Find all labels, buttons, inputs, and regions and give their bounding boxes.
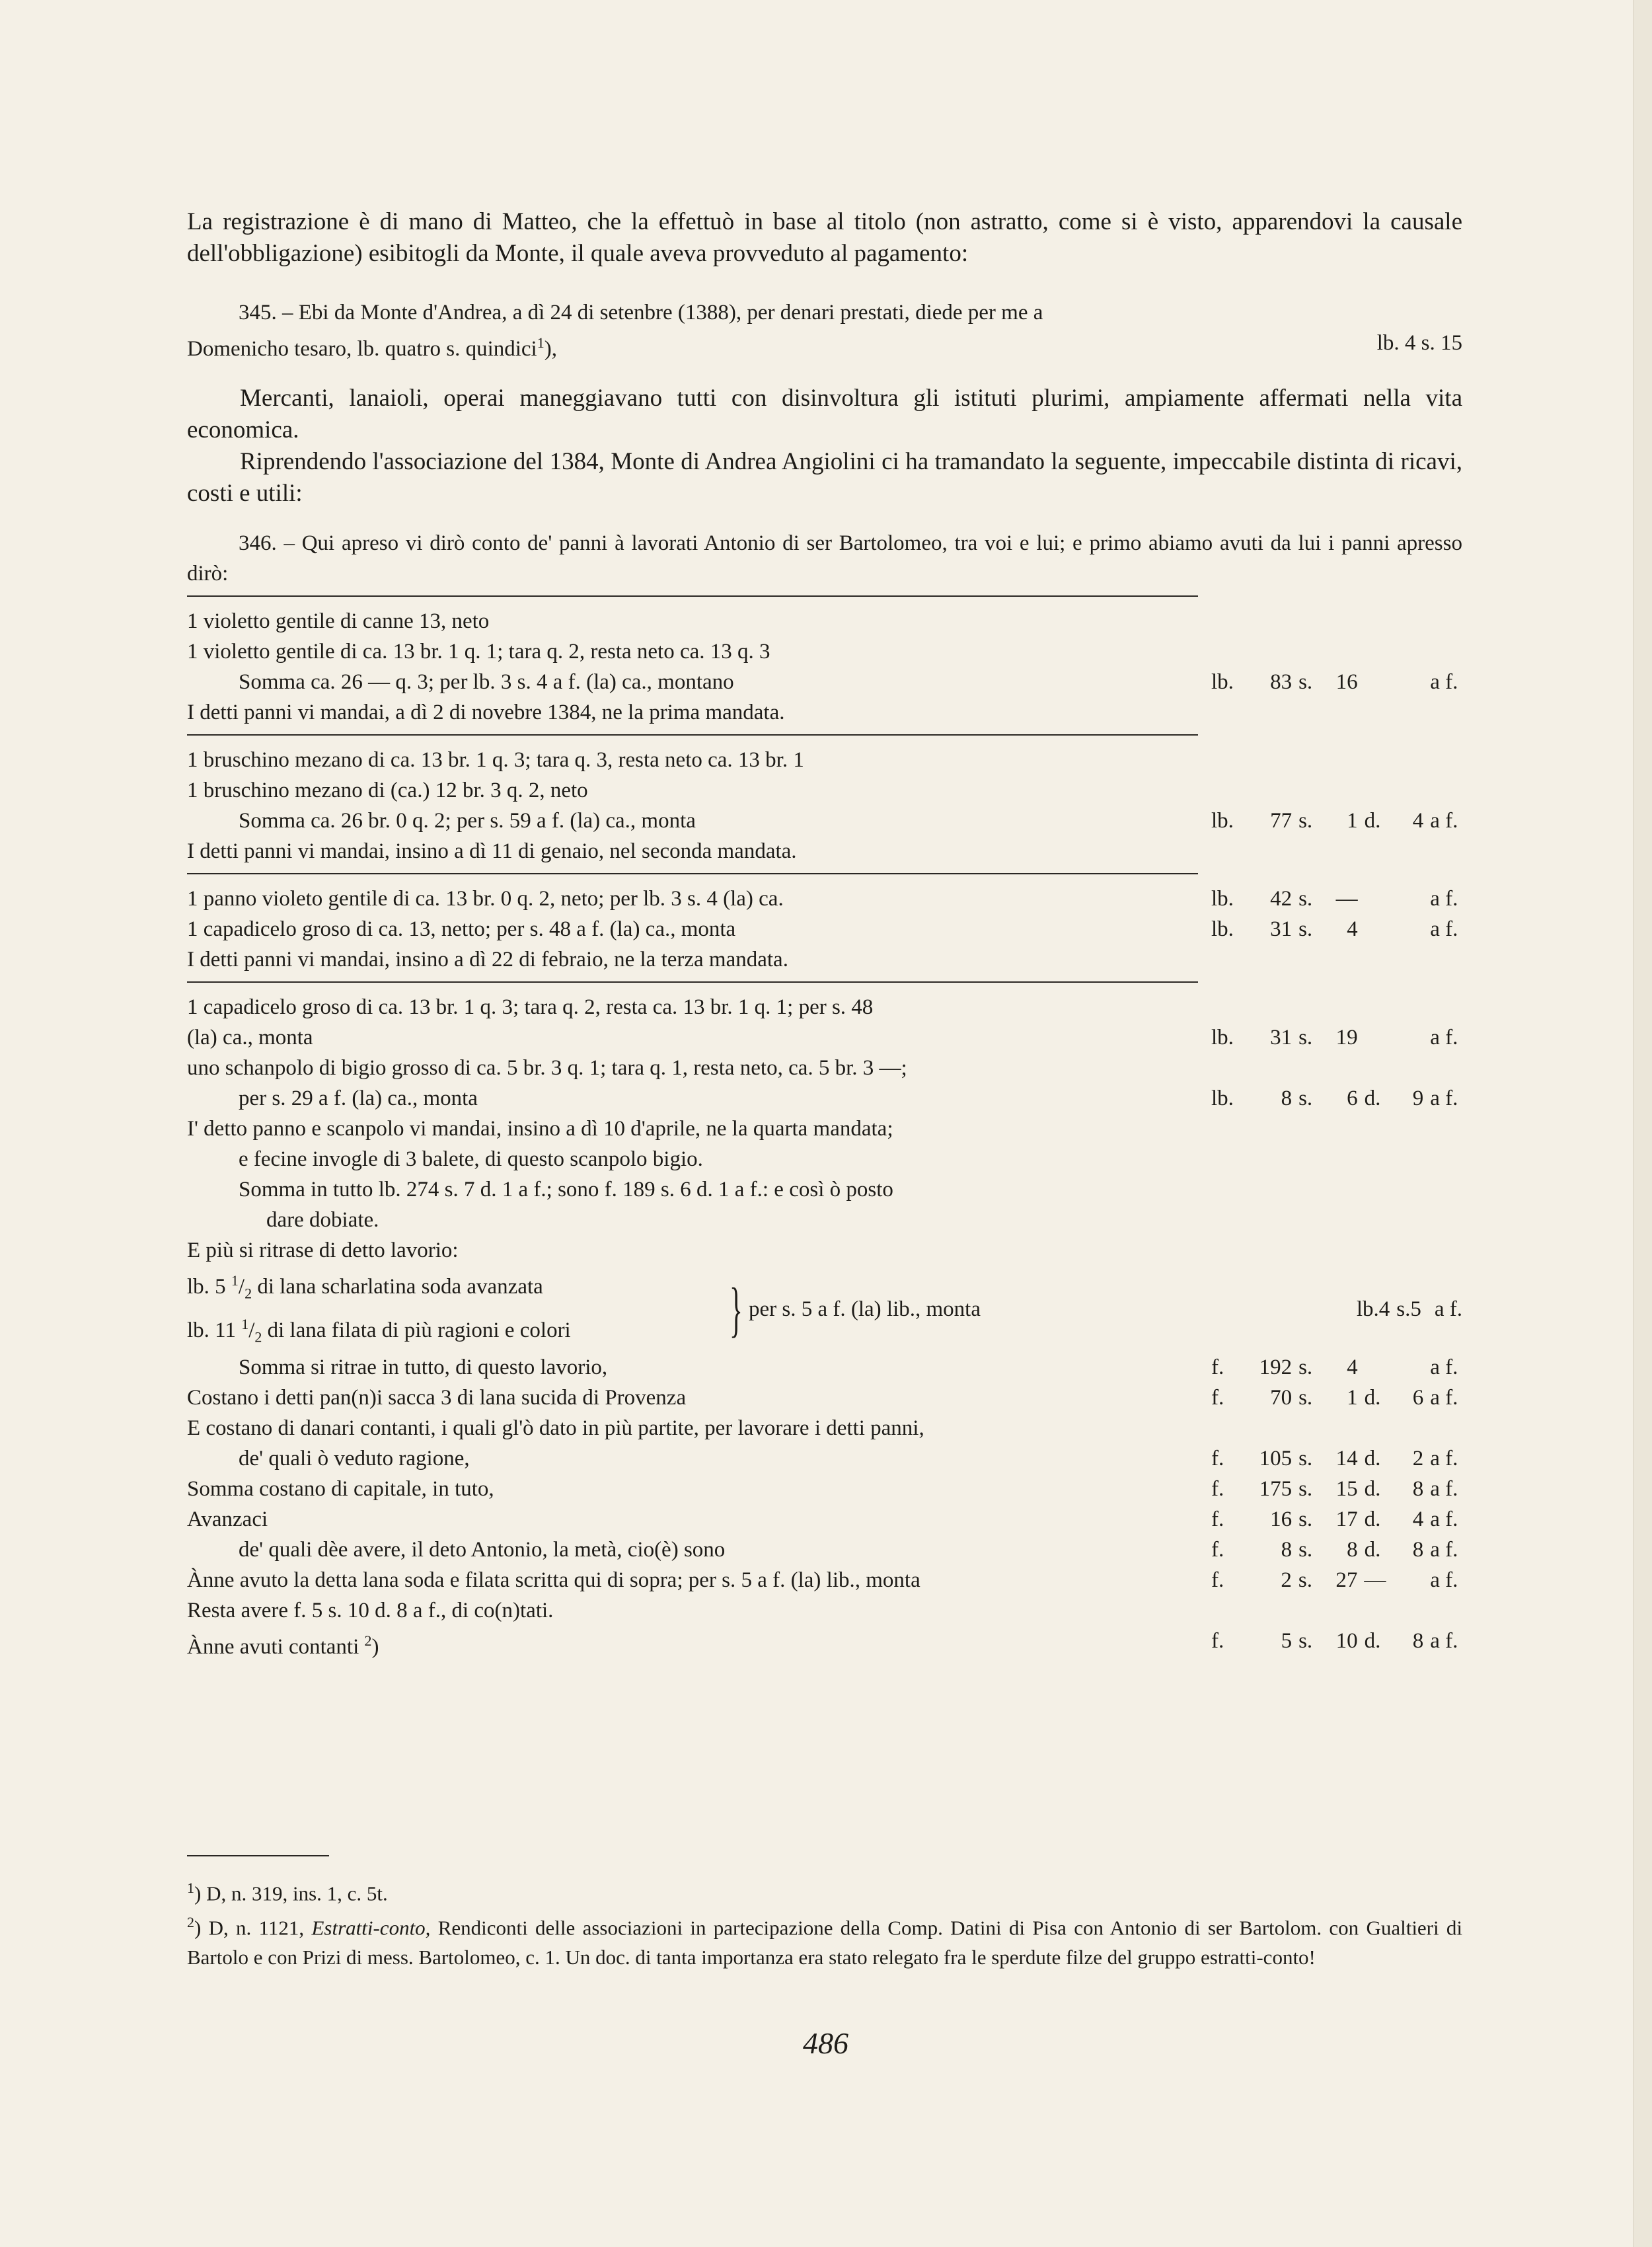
footnote-1: $^1$) D, n. 319, ins. 1, c. 5t. xyxy=(187,1880,388,1905)
amount: f. 192 s. 4 a f. xyxy=(1211,1355,1458,1380)
ledger-row: e fecine invogle di 3 balete, di questo scanpolo bigio. xyxy=(239,1147,703,1171)
ledger-row: Avanzaci f. 16 s. 17 d. 4 a f. xyxy=(187,1504,1462,1535)
amount: f. 175 s. 15 d. 8 a f. xyxy=(1211,1477,1458,1502)
ledger-row: 1 panno violeto gentile di ca. 13 br. 0 q. 2, neto; per lb. 3 s. 4 (la) ca. lb. 42 s. — a f. xyxy=(187,884,1462,914)
amount: lb. 42 s. — a f. xyxy=(1211,887,1458,911)
ledger-row: 1 violetto gentile di canne 13, neto xyxy=(187,609,490,633)
doc-345-tail: ), xyxy=(544,337,557,361)
amount: lb.4 s.5 a f. xyxy=(1356,1297,1462,1321)
doc-345 xyxy=(187,297,1462,364)
ledger-row: Somma ca. 26 br. 0 q. 2; per s. 59 a f. (la) ca., monta lb. 77 s. 1 d. 4 a f. xyxy=(187,806,1462,836)
ledger-row: Somma ca. 26 — q. 3; per lb. 3 s. 4 a f. (la) ca., montano lb. 83 s. 16 a f. xyxy=(187,667,1462,697)
footnote-ref-2: 2 xyxy=(364,1632,372,1650)
main-text xyxy=(187,206,1462,1662)
wool-line-2: lb. 11 $^1/_2$ di lana filata di più ragioni e colori xyxy=(187,1315,571,1346)
wool-line-1: lb. 5 $^1/_2$ di lana scharlatina soda avanzata xyxy=(187,1272,543,1302)
footnotes xyxy=(187,1855,1462,1972)
ledger-row: E più si ritrase di detto lavorio: xyxy=(187,1238,459,1262)
ledger-row: uno schanpolo di bigio grosso di ca. 5 br. 3 q. 1; tara q. 1, resta neto, ca. 5 br. 3 —; xyxy=(187,1056,907,1080)
ledger-row: E costano di danari contanti, i quali gl'ò dato in più partite, per lavorare i detti panni, xyxy=(187,1416,924,1441)
ledger-row: I detti panni vi mandai, insino a dì 22 di febraio, ne la terza mandata. xyxy=(187,948,788,971)
ledger-row: 1 bruschino mezano di ca. 13 br. 1 q. 3; tara q. 3, resta neto ca. 13 br. 1 xyxy=(187,748,804,772)
amount: lb. 83 s. 16 a f. xyxy=(1211,670,1458,694)
divider-1 xyxy=(187,595,1198,597)
divider-3 xyxy=(187,873,1198,874)
doc-346-heading: 346. – Qui apreso vi dirò conto de' panni à lavorati Antonio di ser Bartolomeo, tra voi e lui; e primo abiamo avuti da lui i panni apresso dirò: xyxy=(187,531,1462,586)
amount: lb. 8 s. 6 d. 9 a f. xyxy=(1211,1086,1458,1110)
doc-345-amount: lb. 4 s. 15 xyxy=(1376,331,1462,355)
ledger-row: de' quali ò veduto ragione, f. 105 s. 14 d. 2 a f. xyxy=(187,1443,1462,1474)
page-edge xyxy=(1633,0,1652,2247)
ledger-row: Resta avere f. 5 s. 10 d. 8 a f., di co(n)tati. xyxy=(187,1599,554,1623)
ledger-row: I detti panni vi mandai, insino a dì 11 di genaio, nel seconda mandata. xyxy=(187,839,797,863)
ledger-row: Costano i detti pan(n)i sacca 3 di lana sucida di Provenza f. 70 s. 1 d. 6 a f. xyxy=(187,1383,1462,1413)
amount: f. 8 s. 8 d. 8 a f. xyxy=(1211,1538,1458,1562)
page-number: 486 xyxy=(803,2026,848,2060)
paragraph-merchants: Mercanti, lanaioli, operai maneggiavano tutti con disinvoltura gli istituti plurimi, ampiamente affermati nella vita economica. xyxy=(187,385,1462,443)
divider-2 xyxy=(187,734,1198,736)
ledger-row: I' detto panno e scanpolo vi mandai, insino a dì 10 d'aprile, ne la quarta mandata; xyxy=(187,1117,893,1141)
ledger-row: 1 capadicelo groso di ca. 13 br. 1 q. 3; tara q. 2, resta ca. 13 br. 1 q. 1; per s. 48 xyxy=(187,995,874,1019)
ledger-row: Ànne avuti contanti $^2$) f. 5 s. 10 d. 8 a f. xyxy=(187,1626,1462,1662)
amount: lb. 31 s. 4 a f. xyxy=(1211,917,1458,941)
amount: f. 70 s. 1 d. 6 a f. xyxy=(1211,1386,1458,1410)
ledger-row: dare dobiate. xyxy=(266,1208,379,1232)
divider-4 xyxy=(187,981,1198,983)
ledger-row: I detti panni vi mandai, a dì 2 di novebre 1384, ne la prima mandata. xyxy=(187,701,785,724)
doc-345-line2 xyxy=(187,328,1462,364)
brace-rate: per s. 5 a f. (la) lib., monta xyxy=(749,1297,981,1321)
ledger-row: Somma si ritrae in tutto, di questo lavorio, f. 192 s. 4 a f. xyxy=(187,1352,1462,1383)
ledger-row: Ànne avuto la detta lana soda e filata scritta qui di sopra; per s. 5 a f. (la) lib., monta f. 2 s. 27 — a f. xyxy=(187,1565,1462,1595)
brace-block xyxy=(187,1266,1462,1352)
intro-paragraph: La registrazione è di mano di Matteo, che la effettuò in base al titolo (non astratto, come si è visto, apparendovi la causale dell'obbligazione) esibitogli da Monte, il quale aveva provveduto al pagamento: xyxy=(187,208,1462,267)
ledger-row: de' quali dèe avere, il deto Antonio, la metà, cio(è) sono f. 8 s. 8 d. 8 a f. xyxy=(187,1535,1462,1565)
ledger-row: per s. 29 a f. (la) ca., monta lb. 8 s. 6 d. 9 a f. xyxy=(187,1083,1462,1114)
amount: f. 2 s. 27 — a f. xyxy=(1211,1568,1458,1593)
doc-345-text: Domenicho tesaro, lb. quatro s. quindici xyxy=(187,337,537,361)
ledger-row: Somma costano di capitale, in tuto, f. 175 s. 15 d. 8 a f. xyxy=(187,1474,1462,1504)
doc-345-line1: 345. – Ebi da Monte d'Andrea, a dì 24 di setenbre (1388), per denari prestati, diede per me a xyxy=(239,301,1043,324)
curly-brace: } xyxy=(730,1275,743,1343)
ledger-row: 1 bruschino mezano di (ca.) 12 br. 3 q. 2, neto xyxy=(187,779,588,802)
ledger-row: Somma in tutto lb. 274 s. 7 d. 1 a f.; sono f. 189 s. 6 d. 1 a f.: e così ò posto xyxy=(239,1178,893,1201)
ledger-row: 1 capadicelo groso di ca. 13, netto; per s. 48 a f. (la) ca., monta lb. 31 s. 4 a f. xyxy=(187,914,1462,944)
amount: lb. 31 s. 19 a f. xyxy=(1211,1026,1458,1049)
amount: lb. 77 s. 1 d. 4 a f. xyxy=(1211,809,1458,833)
amount: f. 105 s. 14 d. 2 a f. xyxy=(1211,1447,1458,1471)
paragraph-association: Riprendendo l'associazione del 1384, Monte di Andrea Angiolini ci ha tramandato la seguente, impeccabile distinta di ricavi, costi e utili: xyxy=(187,448,1462,507)
ledger-row: (la) ca., monta lb. 31 s. 19 a f. xyxy=(187,1022,1462,1053)
amount: f. 16 s. 17 d. 4 a f. xyxy=(1211,1507,1458,1532)
ledger-row: 1 violetto gentile di ca. 13 br. 1 q. 1; tara q. 2, resta neto ca. 13 q. 3 xyxy=(187,640,770,664)
footnote-ref-1: 1 xyxy=(537,334,544,351)
amount: f. 5 s. 10 d. 8 a f. xyxy=(1211,1629,1458,1654)
footnote-2: $^2$) D, n. 1121, Estratti-conto, Rendiconti delle associazioni in partecipazione della Comp. Datini di Pisa con Antonio di ser Bartolom. con Gualtieri di Bartolo e con Prizi di mess. Bartolomeo, c. 1. Un doc. di tanta importanza era stato relegato fra le sperdute filze del gruppo estratti-conto! xyxy=(187,1914,1463,1969)
